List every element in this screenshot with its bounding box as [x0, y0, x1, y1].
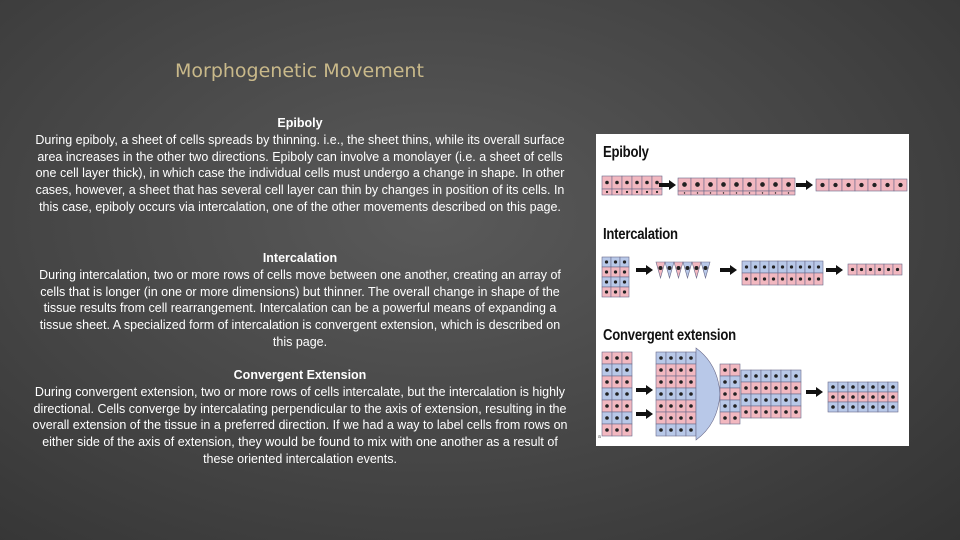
cell-nucleus — [781, 277, 784, 280]
cell-nucleus — [614, 270, 617, 273]
cell-nucleus — [733, 368, 737, 372]
cell-nucleus — [614, 290, 617, 293]
cell-nucleus — [871, 405, 875, 409]
cell-nucleus — [689, 392, 693, 396]
cell-nucleus — [773, 182, 778, 187]
cell-nucleus — [605, 181, 609, 185]
cell-nucleus — [723, 404, 727, 408]
cell-nucleus — [881, 395, 885, 399]
cell-nucleus — [605, 428, 609, 432]
cell-nucleus — [784, 410, 788, 414]
cell-nucleus — [623, 280, 626, 283]
cell-nucleus — [605, 416, 609, 420]
cell-nucleus — [772, 277, 775, 280]
cell-nucleus — [669, 428, 673, 432]
cell-nucleus — [605, 280, 608, 283]
cell-nucleus — [788, 192, 789, 193]
arrow-icon — [826, 265, 843, 275]
cell-nucleus — [679, 356, 683, 360]
cell-nucleus — [616, 191, 618, 193]
cell-nucleus — [605, 404, 609, 408]
cell-nucleus — [841, 395, 845, 399]
cell-nucleus — [684, 192, 685, 193]
cell-nucleus — [734, 182, 739, 187]
cell-nucleus — [605, 392, 609, 396]
cell-nucleus — [669, 404, 673, 408]
cell-nucleus — [744, 374, 748, 378]
cell-nucleus — [781, 265, 784, 268]
cell-nucleus — [733, 392, 737, 396]
converging-tissue — [696, 348, 720, 440]
cell-nucleus — [625, 181, 629, 185]
cell-nucleus — [754, 398, 758, 402]
cell-nucleus — [891, 385, 895, 389]
cell-nucleus — [799, 277, 802, 280]
cell-nucleus — [695, 182, 700, 187]
morphogenesis-figure — [596, 134, 909, 446]
cell-nucleus — [682, 182, 687, 187]
cell-nucleus — [860, 268, 863, 271]
cell-nucleus — [723, 368, 727, 372]
cell-nucleus — [605, 356, 609, 360]
cell-nucleus — [851, 268, 854, 271]
cell-nucleus — [655, 181, 659, 185]
cell-nucleus — [846, 183, 850, 187]
cell-nucleus — [669, 416, 673, 420]
cell-nucleus — [831, 395, 835, 399]
cell-nucleus — [708, 182, 713, 187]
cell-nucleus — [871, 395, 875, 399]
cell-nucleus — [774, 374, 778, 378]
cell-nucleus — [794, 374, 798, 378]
cell-nucleus — [831, 385, 835, 389]
cell-nucleus — [760, 182, 765, 187]
cell-nucleus — [677, 266, 681, 270]
cell-nucleus — [615, 392, 619, 396]
cell-nucleus — [774, 398, 778, 402]
cell-nucleus — [898, 183, 902, 187]
cell-nucleus — [881, 405, 885, 409]
cell-nucleus — [679, 368, 683, 372]
cell-nucleus — [659, 416, 663, 420]
cell-nucleus — [794, 398, 798, 402]
cell-nucleus — [749, 192, 750, 193]
cell-nucleus — [723, 192, 724, 193]
cell-nucleus — [851, 395, 855, 399]
cell-nucleus — [784, 398, 788, 402]
cell-nucleus — [861, 385, 865, 389]
cell-nucleus — [764, 374, 768, 378]
cell-nucleus — [615, 404, 619, 408]
cell-nucleus — [764, 398, 768, 402]
cell-nucleus — [723, 416, 727, 420]
cell-nucleus — [626, 191, 628, 193]
cell-nucleus — [841, 385, 845, 389]
cell-nucleus — [754, 374, 758, 378]
cell-nucleus — [745, 277, 748, 280]
cell-nucleus — [772, 265, 775, 268]
cell-nucleus — [763, 265, 766, 268]
cell-nucleus — [697, 192, 698, 193]
cell-nucleus — [659, 428, 663, 432]
arrow-icon — [636, 409, 653, 419]
arrow-icon — [720, 265, 737, 275]
cell-nucleus — [799, 265, 802, 268]
cell-nucleus — [817, 277, 820, 280]
cell-nucleus — [733, 416, 737, 420]
cell-nucleus — [774, 410, 778, 414]
cell-nucleus — [679, 428, 683, 432]
cell-nucleus — [615, 428, 619, 432]
cell-nucleus — [669, 380, 673, 384]
cell-nucleus — [659, 392, 663, 396]
cell-nucleus — [859, 183, 863, 187]
cell-nucleus — [625, 428, 629, 432]
cell-nucleus — [659, 356, 663, 360]
section-epiboly — [30, 115, 570, 216]
cell-nucleus — [614, 280, 617, 283]
cell-nucleus — [881, 385, 885, 389]
cell-nucleus — [744, 386, 748, 390]
section-intercalation — [30, 250, 570, 351]
cell-nucleus — [851, 385, 855, 389]
cell-nucleus — [605, 260, 608, 263]
cell-nucleus — [679, 404, 683, 408]
cell-nucleus — [679, 380, 683, 384]
cell-nucleus — [861, 395, 865, 399]
cell-nucleus — [775, 192, 776, 193]
cell-nucleus — [754, 410, 758, 414]
cell-nucleus — [689, 356, 693, 360]
cell-nucleus — [615, 356, 619, 360]
cell-nucleus — [762, 192, 763, 193]
cell-nucleus — [646, 191, 648, 193]
cell-nucleus — [851, 405, 855, 409]
cell-nucleus — [872, 183, 876, 187]
section-convergent-extension — [30, 367, 570, 468]
cell-nucleus — [689, 428, 693, 432]
cell-nucleus — [820, 183, 824, 187]
cell-nucleus — [689, 368, 693, 372]
cell-nucleus — [625, 404, 629, 408]
slide-title: Morphogenetic Movement — [175, 60, 424, 82]
cell-nucleus — [615, 181, 619, 185]
cell-nucleus — [744, 398, 748, 402]
arrow-icon — [636, 385, 653, 395]
cell-nucleus — [736, 192, 737, 193]
cell-nucleus — [808, 277, 811, 280]
cell-nucleus — [659, 404, 663, 408]
cell-nucleus — [636, 191, 638, 193]
cell-nucleus — [625, 368, 629, 372]
cell-nucleus — [774, 386, 778, 390]
cell-nucleus — [841, 405, 845, 409]
cell-nucleus — [623, 260, 626, 263]
cell-nucleus — [669, 392, 673, 396]
cell-nucleus — [689, 404, 693, 408]
cell-nucleus — [605, 270, 608, 273]
cell-nucleus — [679, 416, 683, 420]
arrow-icon — [636, 265, 653, 275]
cell-nucleus — [659, 266, 663, 270]
cell-nucleus — [871, 385, 875, 389]
cell-nucleus — [605, 368, 609, 372]
cell-nucleus — [615, 368, 619, 372]
figure-label-convergent-extension: Convergent extension — [603, 327, 736, 344]
cell-nucleus — [723, 392, 727, 396]
section-body: During convergent extension, two or more rows of cells intercalate, but the intercalation is highly directional. Cells converge by intercalating perpendicular to the axis of extension, resulting in the overall extension of the tissue in a preferred direction. If we had a way to label cells from rows on either side of the axis of extension, they would be found to mix with one another as a result of these oriented intercalation events. — [32, 384, 568, 466]
cell-nucleus — [679, 392, 683, 396]
cell-nucleus — [794, 410, 798, 414]
cell-nucleus — [659, 368, 663, 372]
cell-nucleus — [686, 266, 690, 270]
cell-nucleus — [656, 191, 658, 193]
cell-nucleus — [695, 266, 699, 270]
cell-nucleus — [625, 392, 629, 396]
cell-nucleus — [614, 260, 617, 263]
figure-label-epiboly: Epiboly — [603, 144, 649, 161]
cell-nucleus — [689, 380, 693, 384]
cell-nucleus — [784, 374, 788, 378]
cell-nucleus — [615, 416, 619, 420]
cell-nucleus — [745, 265, 748, 268]
section-heading: Convergent Extension — [233, 368, 367, 382]
cell-nucleus — [891, 395, 895, 399]
cell-nucleus — [659, 380, 663, 384]
cell-nucleus — [704, 266, 708, 270]
cell-nucleus — [635, 181, 639, 185]
cell-nucleus — [754, 386, 758, 390]
cell-nucleus — [754, 277, 757, 280]
cell-nucleus — [790, 277, 793, 280]
cell-nucleus — [668, 266, 672, 270]
cell-nucleus — [869, 268, 872, 271]
cell-nucleus — [625, 380, 629, 384]
cell-nucleus — [710, 192, 711, 193]
cell-nucleus — [833, 183, 837, 187]
arrow-icon — [806, 387, 823, 397]
cell-nucleus — [605, 380, 609, 384]
cell-nucleus — [721, 182, 726, 187]
section-heading: Epiboly — [277, 116, 323, 130]
cell-nucleus — [623, 270, 626, 273]
cell-nucleus — [754, 265, 757, 268]
figure-drawing — [596, 134, 909, 446]
cell-nucleus — [786, 182, 791, 187]
section-heading: Intercalation — [262, 251, 338, 265]
cell-nucleus — [723, 380, 727, 384]
cell-nucleus — [831, 405, 835, 409]
cell-nucleus — [764, 410, 768, 414]
figure-caption: a — [598, 434, 601, 440]
cell-nucleus — [784, 386, 788, 390]
cell-nucleus — [625, 416, 629, 420]
cell-nucleus — [763, 277, 766, 280]
cell-nucleus — [615, 380, 619, 384]
cell-nucleus — [606, 191, 608, 193]
cell-nucleus — [808, 265, 811, 268]
cell-nucleus — [891, 405, 895, 409]
cell-nucleus — [861, 405, 865, 409]
cell-nucleus — [623, 290, 626, 293]
cell-nucleus — [744, 410, 748, 414]
cell-nucleus — [733, 404, 737, 408]
cell-nucleus — [878, 268, 881, 271]
cell-nucleus — [790, 265, 793, 268]
cell-nucleus — [625, 356, 629, 360]
arrow-icon — [796, 180, 813, 190]
cell-nucleus — [747, 182, 752, 187]
cell-nucleus — [764, 386, 768, 390]
cell-nucleus — [794, 386, 798, 390]
cell-nucleus — [689, 416, 693, 420]
cell-nucleus — [885, 183, 889, 187]
section-body: During epiboly, a sheet of cells spreads by thinning. i.e., the sheet thins, while its overall surface area increases in the other two directions. Epiboly can involve a monolayer (i.e. a sheet of cells one cell layer thick), in which case the individual cells must undergo a change in shape. In other cases, however, a sheet that has several cell layer can thin by changes in position of its cells. In this case, epiboly occurs via intercalation, one of the other movements described on this page. — [35, 132, 565, 214]
cell-nucleus — [896, 268, 899, 271]
cell-nucleus — [669, 368, 673, 372]
section-body: During intercalation, two or more rows of cells move between one another, creating an array of cells that is longer (in one or more dimensions) but thinner. The overall change in shape of the tissue results from cell rearrangement. Intercalation can be a powerful means of expanding a tissue sheet. A specialized form of intercalation is convergent extension, which is described on this page. — [39, 267, 561, 349]
cell-nucleus — [733, 380, 737, 384]
figure-label-intercalation: Intercalation — [603, 226, 678, 243]
cell-nucleus — [669, 356, 673, 360]
cell-nucleus — [887, 268, 890, 271]
cell-nucleus — [645, 181, 649, 185]
cell-nucleus — [817, 265, 820, 268]
cell-nucleus — [605, 290, 608, 293]
